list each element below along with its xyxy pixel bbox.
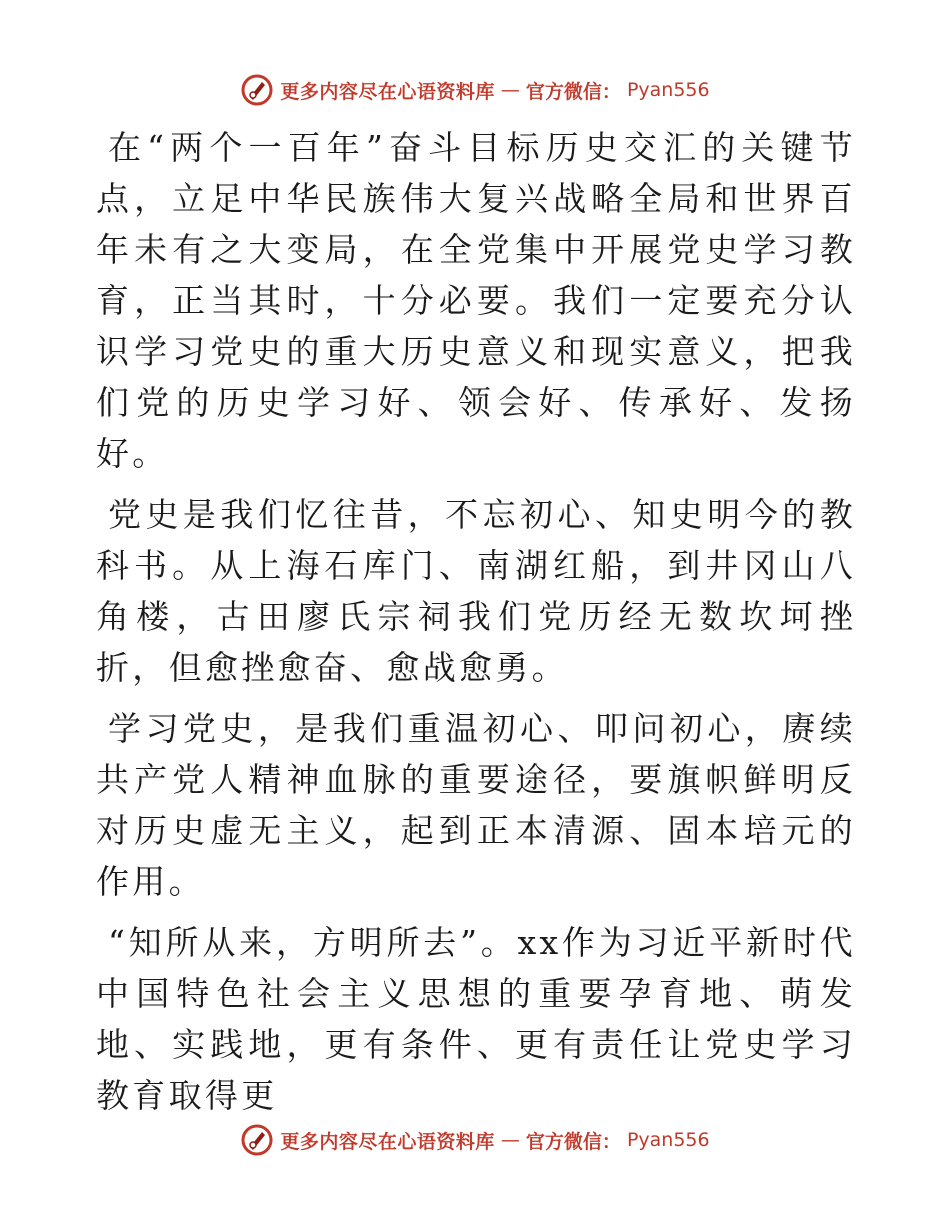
paragraph-1: 在“两个一百年”奋斗目标历史交汇的关键节点，立足中华民族伟大复兴战略全局和世界百年未有之大变局，在全党集中开展党史学习教育，正当其时，十分必要。我们一定要充分认识学习党史的重大历史意义和现实意义，把我们党的历史学习好、领会好、传承好、发扬好。 <box>96 128 856 473</box>
header-banner <box>0 70 950 110</box>
header-brand-text: 更多内容尽在心语资料库 <box>280 80 495 103</box>
paragraph-3: 学习党史，是我们重温初心、叩问初心，赓续共产党人精神血脉的重要途径，要旗帜鲜明反对历史虚无主义，起到正本清源、固本培元的作用。 <box>96 709 856 901</box>
footer-brand-text: 更多内容尽在心语资料库 <box>280 1130 495 1153</box>
header-wechat-id: Pyan556 <box>626 79 710 101</box>
footer-banner <box>0 1120 950 1160</box>
pen-circle-logo-icon <box>240 73 274 107</box>
paragraph-4: “知所从来，方明所去”。xx作为习近平新时代中国特色社会主义思想的重要孕育地、萌发地、实践地，更有条件、更有责任让党史学习教育取得更 <box>96 923 856 1115</box>
header-separator: — <box>500 79 520 101</box>
pen-circle-logo-icon <box>240 1123 274 1157</box>
document-body <box>96 122 856 1131</box>
footer-wechat-id: Pyan556 <box>626 1129 710 1151</box>
footer-wechat-label: 官方微信： <box>525 1130 621 1153</box>
header-wechat-label: 官方微信： <box>525 80 621 103</box>
paragraph-2: 党史是我们忆往昔，不忘初心、知史明今的教科书。从上海石库门、南湖红船，到井冈山八角楼，古田廖氏宗祠我们党历经无数坎坷挫折，但愈挫愈奋、愈战愈勇。 <box>96 495 856 687</box>
footer-separator: — <box>500 1129 520 1151</box>
